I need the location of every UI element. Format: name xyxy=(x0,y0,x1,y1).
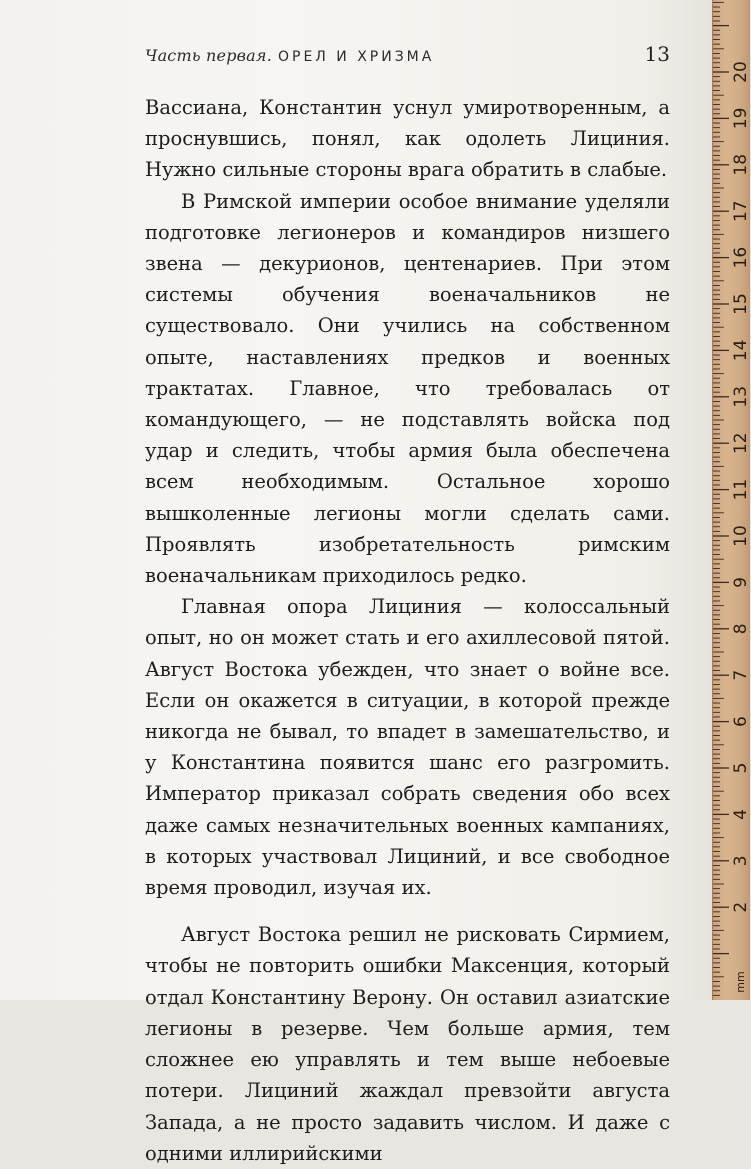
paragraph-4: Август Востока решил не рисковать Сирмием, чтобы не повторить ошибки Максенция, который отдал Константину Верону. Он оставил азиатские легионы в резерве. Чем больше армия, тем сложнее ею управлять и тем выше небоевые потери. Лициний жаждал превзойти августа Запада, а не просто задавить числом. И даже с одними иллирийскими xyxy=(145,923,670,1165)
paragraph-2: В Римской империи особое внимание уделяли подготовке легионеров и командиров низшего звена — декурионов, центенариев. При этом системы обучения военачальников не существовало. Они учились на собственном опыте, наставлениях предков и военных трактатах. Главное, что требовалась от командующего, — не подставлять войска под удар и следить, чтобы армия была обеспечена всем необходимым. Остальное хорошо вышколенные легионы могли сделать сами. Проявлять изобретательность римским военачальникам приходилось редко. xyxy=(145,189,670,588)
paragraph-3: Главная опора Лициния — колоссальный опыт, но он может стать и его ахиллесовой пятой. Август Востока убежден, что знает о войне все. Если он окажется в ситуации, в которой прежде никогда не бывал, то впадет в замешательство, и у Константина появится шанс его разгромить. Император приказал собрать сведения обо всех даже самых незначительных военных кампаниях, в которых участвовал Лициний, и все свободное время проводил, изучая их. xyxy=(145,595,670,900)
paragraph-1: Вассиана, Константин уснул умиротворенным, а проснувшись, понял, как одолеть Лициния. Нужно сильные стороны врага обратить в слабые. xyxy=(145,96,670,182)
ruler-scale xyxy=(713,0,751,1000)
ruler-number: 2 xyxy=(731,901,751,913)
ruler-number: 19 xyxy=(731,107,751,130)
ruler-number: 13 xyxy=(731,385,751,408)
ruler-number: 12 xyxy=(731,432,751,455)
ruler-number: 8 xyxy=(731,623,751,635)
ruler-number: 11 xyxy=(731,478,751,501)
ruler-number: 9 xyxy=(731,576,751,588)
ruler-number: 17 xyxy=(731,200,751,223)
chapter-title: ОРЕЛ И ХРИЗМА xyxy=(277,49,435,65)
ruler-number: 16 xyxy=(731,246,751,269)
ruler-number: 15 xyxy=(731,293,751,315)
running-head xyxy=(145,46,434,65)
ruler-number: 7 xyxy=(731,669,751,681)
ruler-number: 18 xyxy=(731,153,751,176)
ruler-number: 14 xyxy=(731,339,751,362)
ruler-number: 3 xyxy=(731,855,751,867)
part-label: Часть первая. xyxy=(145,46,272,65)
ruler-number: 20 xyxy=(731,61,751,83)
ruler xyxy=(712,0,750,1000)
ruler-number: 5 xyxy=(731,762,751,774)
page-number: 13 xyxy=(644,42,670,66)
ruler-number: 6 xyxy=(731,716,751,728)
ruler-unit-label: mm xyxy=(734,971,747,993)
ruler-number: 4 xyxy=(731,808,751,820)
body-text xyxy=(145,92,670,1169)
ruler-number: 10 xyxy=(731,525,751,547)
page-header xyxy=(145,44,670,72)
